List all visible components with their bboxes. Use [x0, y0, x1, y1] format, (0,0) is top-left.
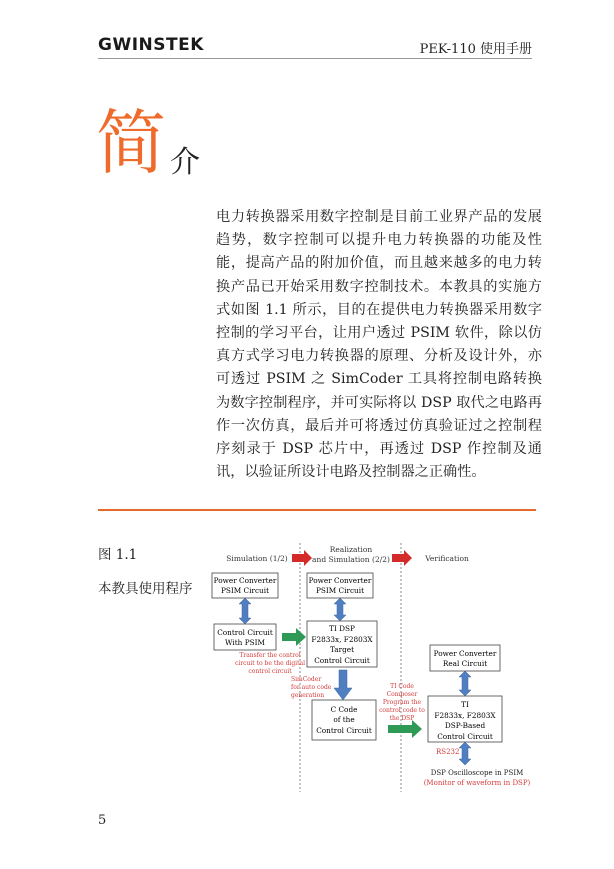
brand-logo: GWINSTEK [98, 35, 204, 55]
stage-label-simulation: Simulation (1/2) [226, 554, 288, 563]
box-ti-dsp-based-control [428, 696, 502, 742]
svg-text:generation: generation [291, 692, 325, 699]
svg-text:PSIM Circuit: PSIM Circuit [315, 586, 365, 595]
svg-text:PSIM Circuit: PSIM Circuit [220, 586, 270, 595]
svg-text:Control Circuit: Control Circuit [314, 656, 370, 665]
svg-text:Transfer the control: Transfer the control [239, 652, 301, 659]
svg-text:F2833x, F2803X: F2833x, F2803X [311, 635, 373, 644]
figure-label: 图 1.1 [98, 547, 138, 563]
svg-text:the DSP: the DSP [389, 715, 415, 722]
box-ti-dsp-target [307, 621, 377, 667]
intro-paragraph: 电力转换器采用数字控制是目前工业界产品的发展趋势，数字控制可以提升电力转换器的功能及性能，提高产品的附加价值，而且越来越多的电力转换产品已开始采用数字控制技术。本教具的实施方式如图 1.1 所示，目的在提供电力转换器采用数字控制的学习平台，让用户透过 PSIM 软件，除以仿真方式学习电力转换器的原理、分析及设计外，亦可透过 PSIM 之 SimCoder 工具将控制电路转换为数字控制程序，并可实际将以 DSP 取代之电路再作一次仿真，最后并可将透过仿真验证过之控制程序刻录于 DSP 芯片中，再透过 DSP 作控制及通讯，以验证所设计电路及控制器之正确性。 [216, 209, 542, 481]
svg-text:Program the: Program the [382, 699, 422, 706]
blue-arrow-simcoder [334, 670, 352, 700]
green-arrow-program [388, 720, 422, 738]
svg-text:of the: of the [333, 715, 355, 724]
svg-text:SimCoder: SimCoder [291, 676, 322, 683]
stage-label-realization: Realization [329, 545, 373, 554]
note-monitor-waveform: (Monitor of waveform in DSP) [423, 779, 531, 787]
svg-text:Control Circuit: Control Circuit [217, 628, 273, 637]
stage-label-realization-sub: and Simulation (2/2) [312, 555, 390, 564]
svg-text:Power Converter: Power Converter [308, 576, 372, 585]
svg-text:Composer: Composer [386, 691, 418, 698]
blue-arrow-dsp-osc [459, 742, 471, 765]
box-control-circuit-psim [214, 624, 276, 650]
svg-text:TI DSP: TI DSP [329, 624, 355, 633]
box-c-code [312, 700, 376, 740]
svg-text:Control Circuit: Control Circuit [437, 732, 493, 741]
svg-text:F2833x, F2803X: F2833x, F2803X [434, 711, 496, 720]
stage-arrow-2 [392, 550, 412, 566]
svg-text:C Code: C Code [330, 705, 358, 714]
svg-text:for auto code: for auto code [291, 684, 332, 691]
svg-text:Real Circuit: Real Circuit [442, 659, 488, 668]
section-title-large-char: 简 [96, 102, 166, 184]
note-code-composer [379, 683, 425, 722]
svg-text:Power Converter: Power Converter [213, 576, 277, 585]
blue-arrow-psim-target [334, 598, 346, 621]
note-simcoder [291, 676, 332, 699]
svg-text:control code to: control code to [379, 707, 425, 714]
page-number: 5 [98, 813, 107, 828]
blue-arrow-real-dsp [459, 671, 471, 696]
blue-arrow-psim-control [239, 598, 251, 624]
stage-arrow-1 [292, 550, 312, 566]
svg-text:Power Converter: Power Converter [433, 649, 497, 658]
svg-text:TI Code: TI Code [390, 683, 414, 690]
box-power-converter-psim-1 [212, 573, 278, 598]
section-title-small-char: 介 [170, 145, 200, 180]
svg-text:TI: TI [461, 700, 469, 709]
figure-caption: 本教具使用程序 [98, 581, 193, 597]
note-dsp-oscilloscope: DSP Oscilloscope in PSIM [430, 769, 524, 777]
svg-text:control circuit: control circuit [248, 668, 292, 675]
svg-text:Control Circuit: Control Circuit [316, 726, 372, 735]
note-transfer [235, 652, 305, 675]
note-rs232: RS232 [436, 748, 460, 756]
svg-text:DSP-Based: DSP-Based [444, 721, 486, 730]
document-title: PEK-110 使用手册 [419, 42, 532, 57]
box-power-converter-real [430, 645, 500, 671]
svg-text:circuit to be the digital: circuit to be the digital [235, 660, 305, 667]
green-arrow-transfer [282, 628, 306, 646]
svg-text:Target: Target [329, 645, 355, 654]
svg-text:With PSIM: With PSIM [225, 638, 265, 647]
stage-label-verification: Verification [425, 554, 469, 563]
box-power-converter-psim-2 [307, 573, 373, 598]
